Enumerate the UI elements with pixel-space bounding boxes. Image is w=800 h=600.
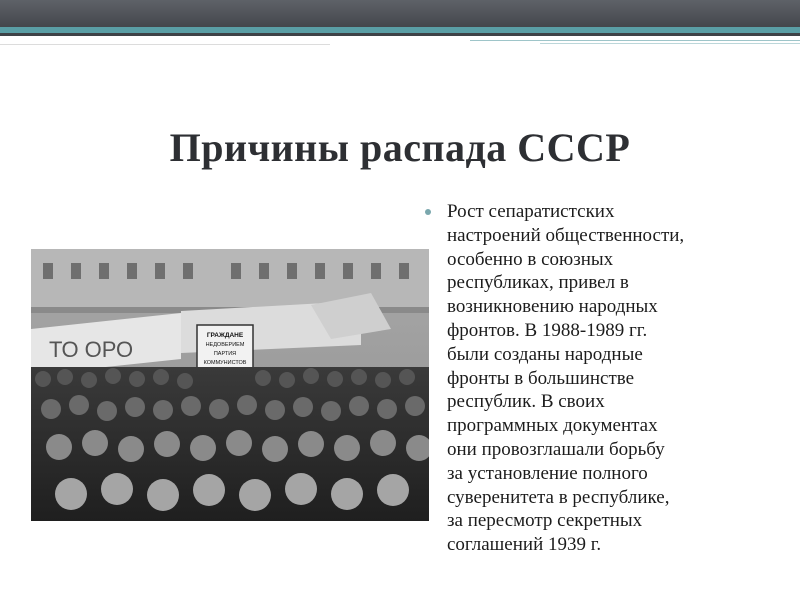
decorative-rule xyxy=(470,40,800,41)
protest-photo xyxy=(31,249,429,521)
decorative-rule xyxy=(0,44,330,45)
svg-text:КОММУНИСТОВ: КОММУНИСТОВ xyxy=(203,360,247,366)
bullet-icon xyxy=(425,209,431,215)
svg-text:НЕДОВЕРИЕМ: НЕДОВЕРИЕМ xyxy=(205,342,245,348)
header-shadow-stripe xyxy=(0,33,800,36)
bullet-list xyxy=(425,200,785,557)
decorative-rule xyxy=(540,43,800,44)
header-bar xyxy=(0,0,800,27)
svg-text:ТО ОРО: ТО ОРО xyxy=(49,337,134,362)
bullet-text: Рост сепаратистских настроений общественности, особенно в союзных республиках, привел в возникновению народных фронтов. В 1988-1989 гг. были созданы народные фронты в большинстве республик. В своих программных документах они провозглашали борьбу за установление полного суверенитета в республике, за пересмотр секретных соглашений 1939 г. xyxy=(447,201,685,556)
svg-text:ГРАЖДАНЕ: ГРАЖДАНЕ xyxy=(206,332,244,339)
slide-title: Причины распада СССР xyxy=(169,125,631,170)
svg-text:ПАРТИЯ: ПАРТИЯ xyxy=(213,351,237,357)
